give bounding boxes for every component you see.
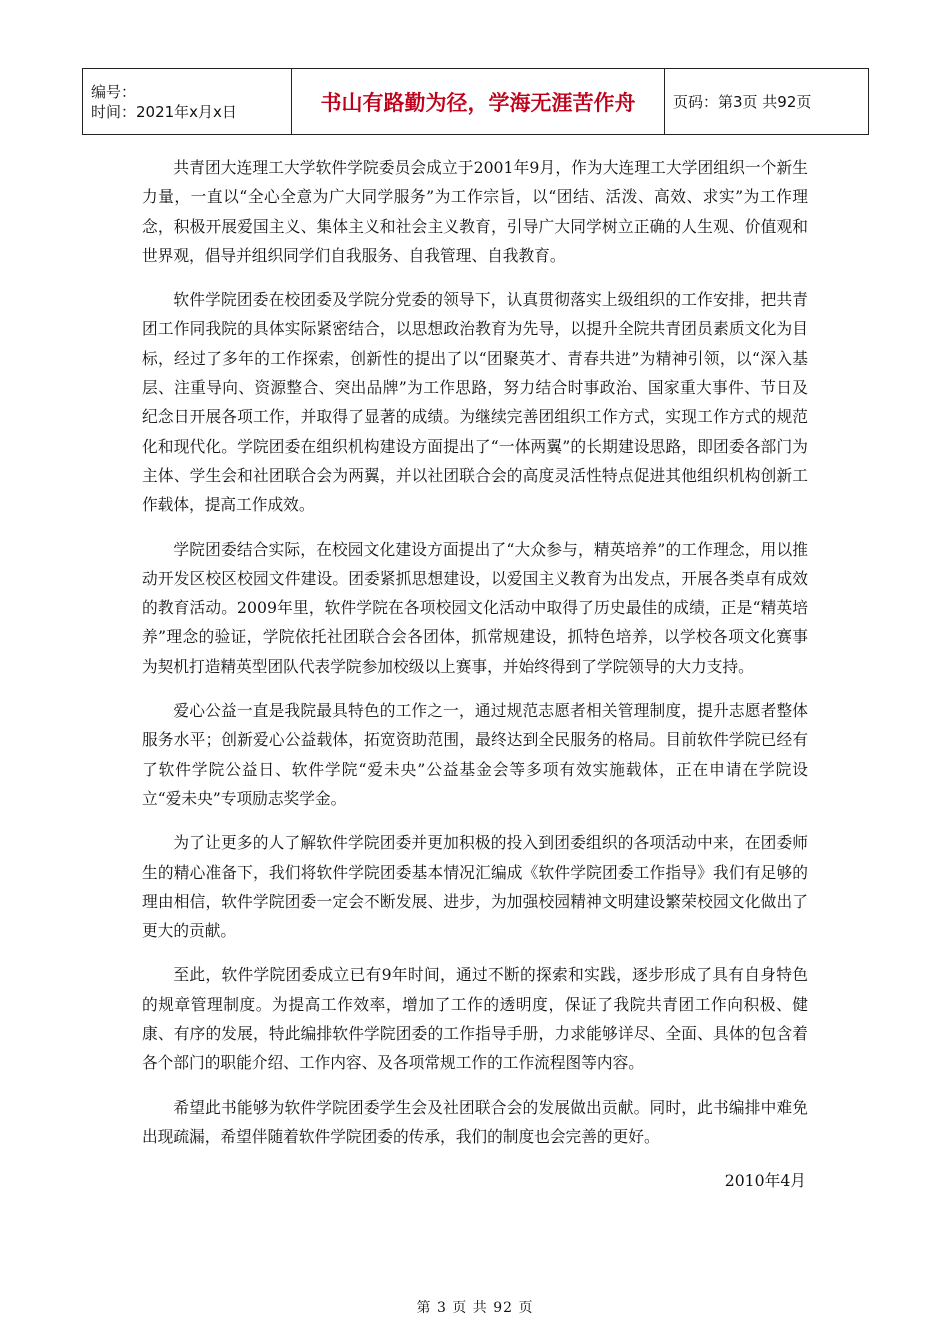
paragraph-2: 软件学院团委在校团委及学院分党委的领导下，认真贯彻落实上级组织的工作安排，把共青团工作同我院的具体实际紧密结合，以思想政治教育为先导，以提升全院共青团员素质文化为目标，经过了多年的工作探索，创新性的提出了以“团聚英才、青春共进”为精神引领，以“深入基层、注重导向、资源整合、突出品牌”为工作思路，努力结合时事政治、国家重大事件、节日及纪念日开展各项工作，并取得了显著的成绩。为继续完善团组织工作方式，实现工作方式的规范化和现代化。学院团委在组织机构建设方面提出了“一体两翼”的长期建设思路，即团委各部门为主体、学生会和社团联合会为两翼，并以社团联合会的高度灵活性特点促进其他组织机构创新工作载体，提高工作成效。 [142,290,808,515]
document-body [142,153,808,1211]
paragraph-3: 学院团委结合实际，在校园文化建设方面提出了“大众参与，精英培养”的工作理念，用以推动开发区校区校园文件建设。团委紧抓思想建设，以爱国主义教育为出发点，开展各类卓有成效的教育活动。2009年里，软件学院在各项校园文化活动中取得了历史最佳的成绩，正是“精英培养”理念的验证，学院依托社团联合会各团体，抓常规建设，抓特色培养，以学校各项文化赛事为契机打造精英型团队代表学院参加校级以上赛事，并始终得到了学院领导的大力支持。 [142,539,808,676]
document-time-label: 时间：2021年x月x日 [91,102,237,121]
header-table [82,68,869,135]
document-number-label: 编号： [91,82,137,101]
paragraph-5: 为了让更多的人了解软件学院团委并更加积极的投入到团委组织的各项活动中来，在团委师生的精心准备下，我们将软件学院团委基本情况汇编成《软件学院团委工作指导》我们有足够的理由相信，软件学院团委一定会不断发展、进步，为加强校园精神文明建设繁荣校园文化做出了更大的贡献。 [142,833,808,941]
paragraph-6: 至此，软件学院团委成立已有9年时间，通过不断的探索和实践，逐步形成了具有自身特色的规章管理制度。为提高工作效率，增加了工作的透明度，保证了我院共青团工作向积极、健康、有序的发展，特此编排软件学院团委的工作指导手册，力求能够详尽、全面、具体的包含着各个部门的职能介绍、工作内容、及各项常规工作的工作流程图等内容。 [142,965,808,1073]
header-page-label: 页码：第3页 共92页 [665,69,869,135]
header-motto: 书山有路勤为径，学海无涯苦作舟 [292,69,665,135]
document-date: 2010年4月 [724,1171,806,1191]
paragraph-1: 共青团大连理工大学软件学院委员会成立于2001年9月，作为大连理工大学团组织一个新生力量，一直以“全心全意为广大同学服务”为工作宗旨，以“团结、活泼、高效、求实”为工作理念，积极开展爱国主义、集体主义和社会主义教育，引导广大同学树立正确的人生观、价值观和世界观，倡导并组织同学们自我服务、自我管理、自我教育。 [142,158,808,265]
paragraph-7: 希望此书能够为软件学院团委学生会及社团联合会的发展做出贡献。同时，此书编排中难免出现疏漏，希望伴随着软件学院团委的传承，我们的制度也会完善的更好。 [142,1097,808,1146]
header-meta-cell [83,69,292,135]
page-footer: 第 3 页 共 92 页 [416,1300,534,1316]
paragraph-4: 爱心公益一直是我院最具特色的工作之一，通过规范志愿者相关管理制度，提升志愿者整体服务水平；创新爱心公益载体，拓宽资助范围，最终达到全民服务的格局。目前软件学院已经有了软件学院公益日、软件学院“爱未央”公益基金会等多项有效实施载体，正在申请在学院设立“爱未央”专项励志奖学金。 [142,701,808,808]
